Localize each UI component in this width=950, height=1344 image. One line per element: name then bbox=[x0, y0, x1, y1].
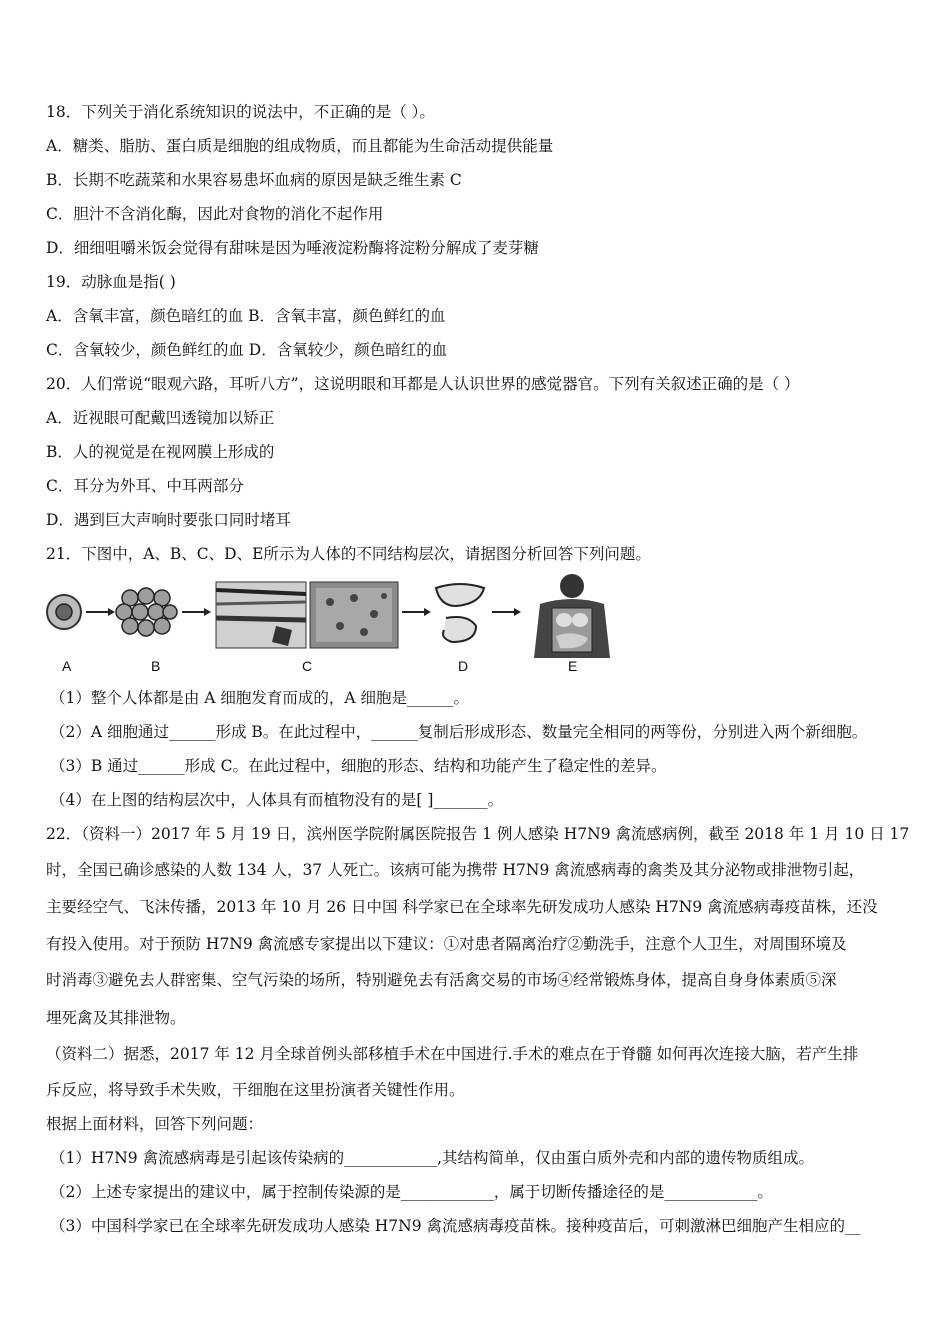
organs-d-image bbox=[436, 584, 484, 642]
q22-line-2: 时，全国已确诊感染的人数 134 人，37 人死亡。该病可能为携带 H7N9 禽流感病毒的禽类及其分泌物或排泄物引起， bbox=[46, 861, 865, 879]
figure-label-a: A bbox=[62, 658, 72, 674]
human-body-e-image bbox=[534, 574, 610, 658]
figure-label-b: B bbox=[151, 658, 161, 674]
q22-line-7: （资料二）据悉，2017 年 12 月全球首例头部移植手术在中国进行.手术的难点在于脊髓 如何再次连接大脑，若产生排 bbox=[46, 1045, 859, 1063]
q18-option-a: A．糖类、脂肪、蛋白质是细胞的组成物质，而且都能为生命活动提供能量 bbox=[46, 137, 554, 155]
arrow-icon bbox=[86, 608, 115, 616]
q20-option-b: B．人的视觉是在视网膜上形成的 bbox=[46, 443, 275, 461]
q21-stem: 21．下图中，A、B、C、D、E所示为人体的不同结构层次，请据图分析回答下列问题。 bbox=[46, 545, 651, 563]
q19-options-ab: A．含氧丰富，颜色暗红的血 B．含氧丰富，颜色鲜红的血 bbox=[46, 307, 446, 325]
q18-option-c: C．胆汁不含消化酶，因此对食物的消化不起作用 bbox=[46, 205, 384, 223]
q20-option-a: A．近视眼可配戴凹透镜加以矫正 bbox=[46, 409, 275, 427]
tissue-c-image bbox=[216, 582, 398, 648]
cell-a-image bbox=[47, 595, 81, 629]
q22-part-2: （2）上述专家提出的建议中，属于控制传染源的是____________，属于切断传播途径的是____________。 bbox=[50, 1183, 773, 1201]
figure-drawing bbox=[44, 574, 624, 658]
q19-stem: 19．动脉血是指( ) bbox=[46, 273, 176, 291]
figure-label-e: E bbox=[568, 658, 578, 674]
q22-line-8: 斥反应，将导致手术失败，干细胞在这里扮演者关键性作用。 bbox=[46, 1081, 465, 1099]
q22-part-3: （3）中国科学家已在全球率先研发成功人感染 H7N9 禽流感病毒疫苗株。接种疫苗后，可刺激淋巴细胞产生相应的__ bbox=[50, 1217, 861, 1235]
cell-cluster-b-image bbox=[116, 588, 177, 636]
q20-option-d: D．遇到巨大声响时要张口同时堵耳 bbox=[46, 511, 291, 529]
q22-line-1: 22．（资料一）2017 年 5 月 19 日，滨州医学院附属医院报告 1 例人感染 H7N9 禽流感病例，截至 2018 年 1 月 10 日 17 bbox=[46, 825, 910, 843]
q20-stem: 20．人们常说“眼观六路，耳听八方”，这说明眼和耳都是人认识世界的感觉器官。下列有关叙述正确的是（ ） bbox=[46, 375, 800, 393]
q22-line-5: 时消毒③避免去人群密集、空气污染的场所，特别避免去有活禽交易的市场④经常锻炼身体，提高自身身体素质⑤深 bbox=[46, 971, 837, 989]
arrow-icon bbox=[492, 608, 521, 616]
figure-label-d: D bbox=[458, 658, 469, 674]
arrow-icon bbox=[402, 608, 431, 616]
structure-levels-figure bbox=[44, 574, 624, 674]
q18-stem: 18．下列关于消化系统知识的说法中，不正确的是（ ）。 bbox=[46, 103, 435, 121]
figure-label-c: C bbox=[302, 658, 313, 674]
q21-part-1: （1）整个人体都是由 A 细胞发育而成的，A 细胞是______。 bbox=[50, 689, 470, 707]
q21-part-4: （4）在上图的结构层次中，人体具有而植物没有的是[ ]_______。 bbox=[50, 791, 504, 809]
q22-line-4: 有投入使用。对于预防 H7N9 禽流感专家提出以下建议：①对患者隔离治疗②勤洗手，注意个人卫生，对周围环境及 bbox=[46, 935, 847, 953]
q19-options-cd: C．含氧较少，颜色鲜红的血 D．含氧较少，颜色暗红的血 bbox=[46, 341, 448, 359]
q18-option-d: D．细细咀嚼米饭会觉得有甜味是因为唾液淀粉酶将淀粉分解成了麦芽糖 bbox=[46, 239, 539, 257]
q22-line-3: 主要经空气、飞沫传播，2013 年 10 月 26 日中国 科学家已在全球率先研发成功人感染 H7N9 禽流感病毒疫苗株，还没 bbox=[46, 898, 878, 916]
q22-part-1: （1）H7N9 禽流感病毒是引起该传染病的____________,其结构简单，仅由蛋白质外壳和内部的遗传物质组成。 bbox=[50, 1149, 815, 1167]
q18-option-b: B．长期不吃蔬菜和水果容易患坏血病的原因是缺乏维生素 C bbox=[46, 171, 462, 189]
q22-line-6: 埋死禽及其排泄物。 bbox=[46, 1009, 186, 1027]
arrow-icon bbox=[182, 608, 211, 616]
q21-part-2: （2）A 细胞通过______形成 B。在此过程中，______复制后形成形态、数量完全相同的两等份，分别进入两个新细胞。 bbox=[50, 723, 868, 741]
q22-line-9: 根据上面材料，回答下列问题： bbox=[46, 1115, 264, 1133]
q20-option-c: C．耳分为外耳、中耳两部分 bbox=[46, 477, 244, 495]
q21-part-3: （3）B 通过______形成 C。在此过程中，细胞的形态、结构和功能产生了稳定性的差异。 bbox=[50, 757, 667, 775]
